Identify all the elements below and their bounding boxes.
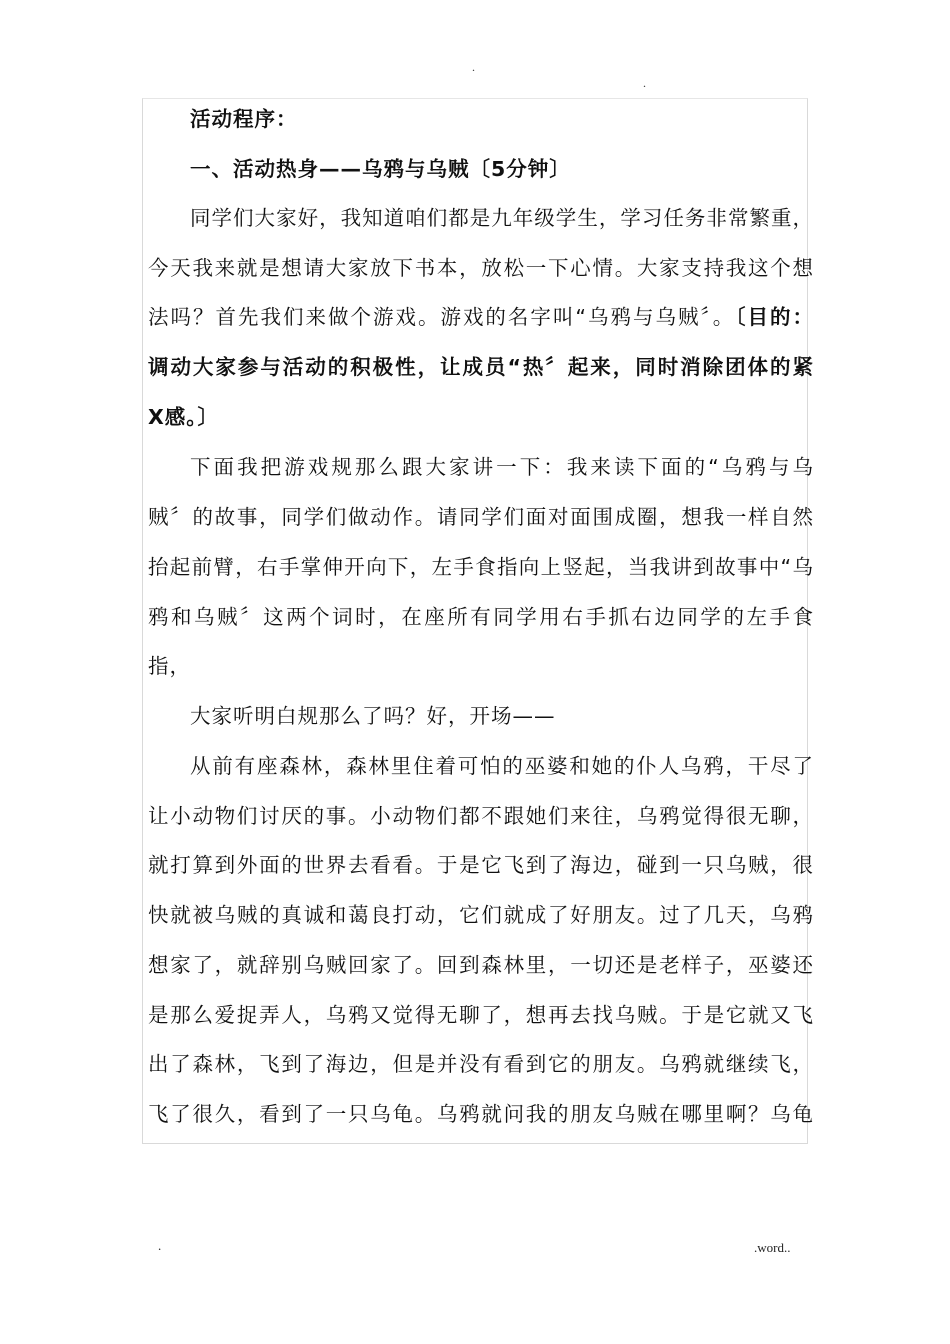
paragraph-line <box>148 302 814 332</box>
paragraph-line: 今天我来就是想请大家放下书本，放松一下心情。大家支持我这个想 <box>148 256 814 280</box>
header-dot-left: . <box>472 60 475 74</box>
subsection-heading: 一、活动热身——乌鸦与乌贼〔5分钟〕 <box>190 157 571 181</box>
paragraph-line: 想家了，就辞别乌贼回家了。回到森林里，一切还是老样子，巫婆还 <box>148 953 814 977</box>
paragraph-line: X感。〕 <box>148 405 220 429</box>
paragraph-text: 法吗？首先我们来做个游戏。游戏的名字叫“乌鸦与乌贼〞。 <box>148 305 736 329</box>
paragraph-line: 就打算到外面的世界去看看。于是它飞到了海边，碰到一只乌贼，很 <box>148 853 814 877</box>
paragraph-line: 从前有座森林，森林里住着可怕的巫婆和她的仆人乌鸦，干尽了 <box>190 754 814 778</box>
paragraph-line: 飞了很久，看到了一只乌龟。乌鸦就问我的朋友乌贼在哪里啊？乌龟 <box>148 1102 814 1126</box>
footer-word: .word.. <box>754 1240 791 1255</box>
paragraph-line: 调动大家参与活动的积极性，让成员“热〞起来，同时消除团体的紧 <box>148 355 814 379</box>
header-dot-right: . <box>643 76 646 90</box>
paragraph-line: 同学们大家好，我知道咱们都是九年级学生，学习任务非常繁重， <box>190 206 814 230</box>
footer-dot: . <box>158 1238 162 1253</box>
purpose-label: 〔目的： <box>735 305 815 329</box>
section-heading: 活动程序： <box>190 107 298 131</box>
paragraph-line: 是那么爱捉弄人，乌鸦又觉得无聊了，想再去找乌贼。于是它就又飞 <box>148 1003 814 1027</box>
paragraph-line: 快就被乌贼的真诚和蔼良打动，它们就成了好朋友。过了几天，乌鸦 <box>148 903 814 927</box>
paragraph-line: 大家听明白规那么了吗？好，开场—— <box>190 704 556 728</box>
paragraph-line: 鸦和乌贼〞这两个词时，在座所有同学用右手抓右边同学的左手食 <box>148 605 814 629</box>
paragraph-line: 指， <box>148 654 191 678</box>
paragraph-line: 贼〞的故事，同学们做动作。请同学们面对面围成圈，想我一样自然 <box>148 505 814 529</box>
paragraph-line: 抬起前臂，右手掌伸开向下，左手食指向上竖起，当我讲到故事中“乌 <box>148 555 814 579</box>
paragraph-line: 让小动物们讨厌的事。小动物们都不跟她们来往，乌鸦觉得很无聊， <box>148 804 814 828</box>
paragraph-line: 出了森林，飞到了海边，但是并没有看到它的朋友。乌鸦就继续飞， <box>148 1052 814 1076</box>
paragraph-line: 下面我把游戏规那么跟大家讲一下：我来读下面的“乌鸦与乌 <box>190 455 814 479</box>
